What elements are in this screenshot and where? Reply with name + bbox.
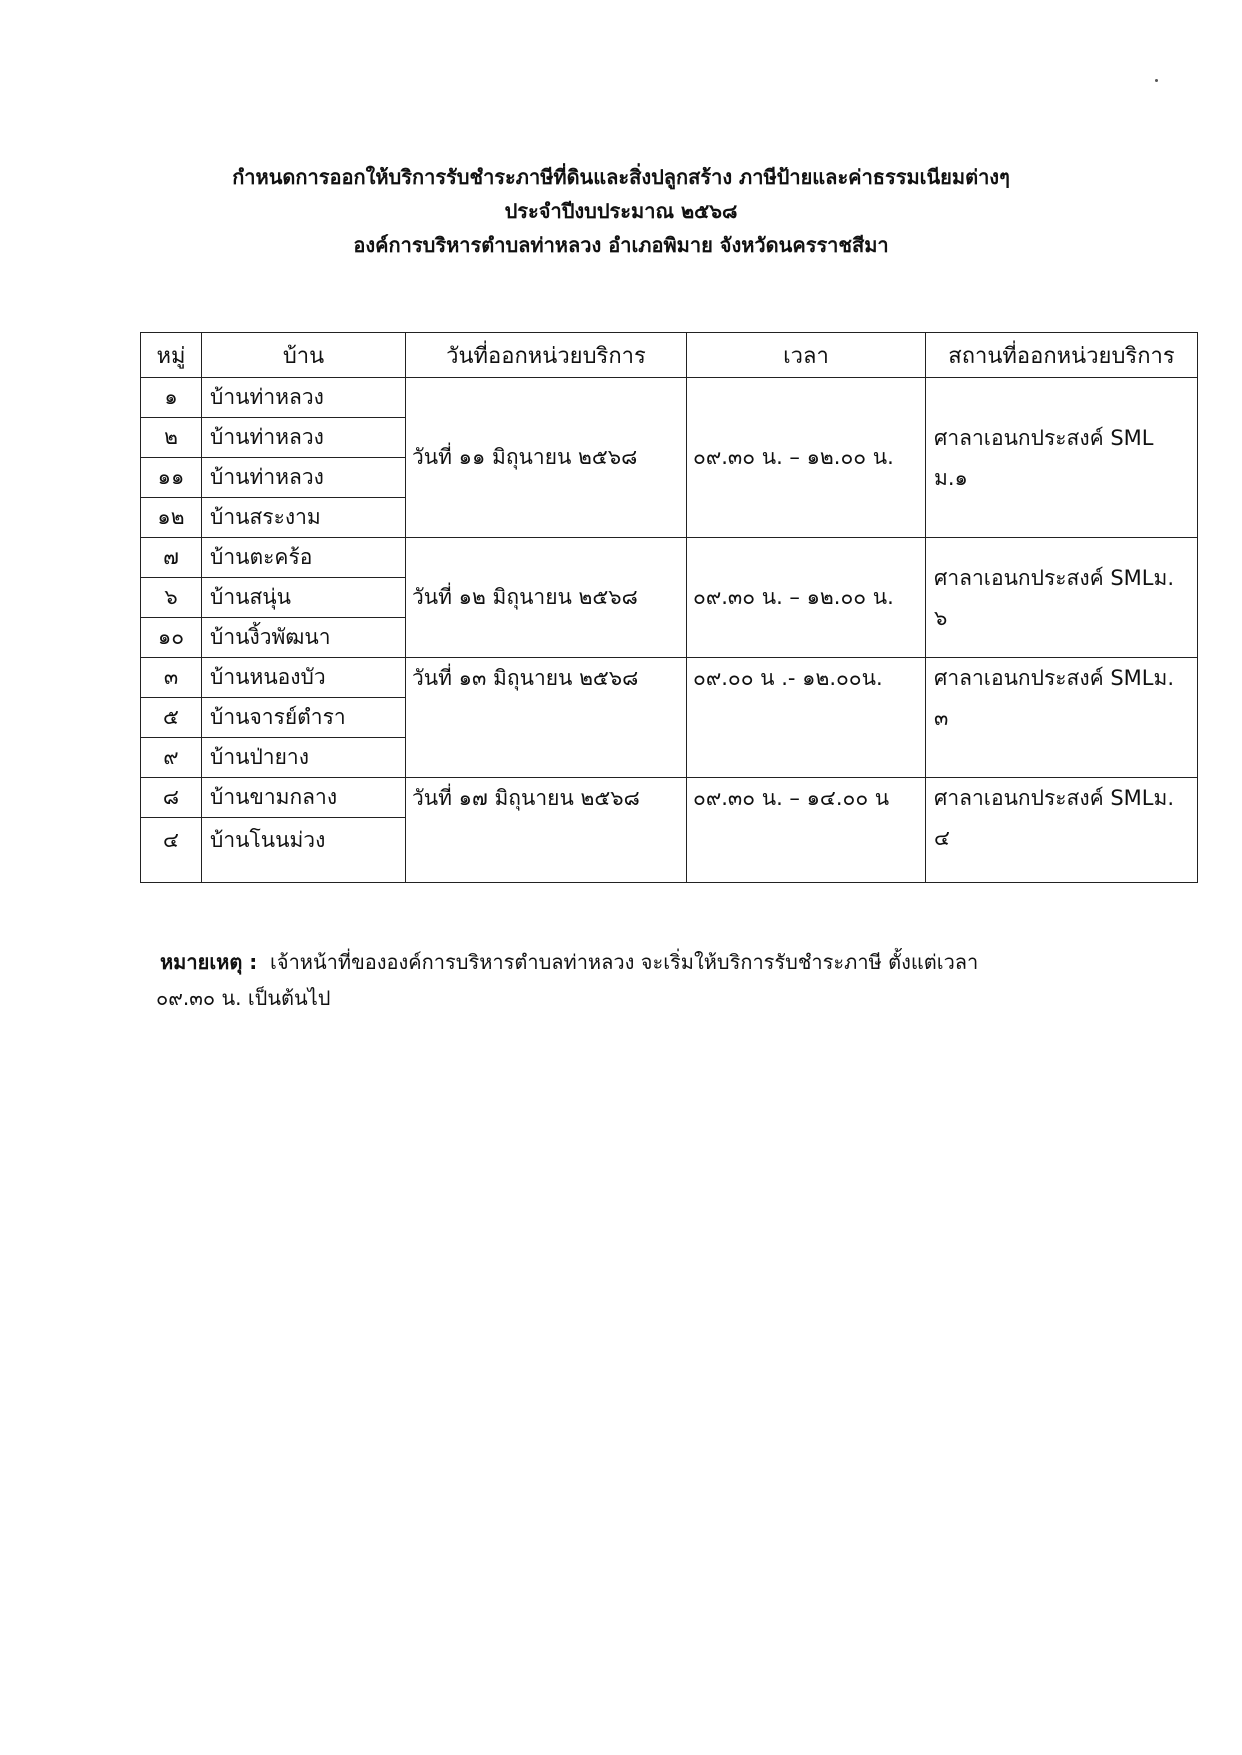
cell-place: ศาลาเอนกประสงค์ SMLม. ๖ [926,538,1198,658]
cell-time: ๐๙.๓๐ น. – ๑๒.๐๐ น. [687,378,926,538]
table-row [141,538,1198,578]
cell-moo: ๘ [141,778,202,818]
remark-text: เจ้าหน้าที่ขององค์การบริหารตำบลท่าหลวง จะเริ่มให้บริการรับชำระภาษี ตั้งแต่เวลา [270,950,979,974]
cell-moo: ๓ [141,658,202,698]
cell-village: บ้านจารย์ตำรา [202,698,406,738]
cell-moo: ๕ [141,698,202,738]
remark-line-1 [160,944,1160,980]
cell-village: บ้านหนองบัว [202,658,406,698]
cell-time: ๐๙.๓๐ น. – ๑๒.๐๐ น. [687,538,926,658]
cell-moo: ๑ [141,378,202,418]
cell-village: บ้านสระงาม [202,498,406,538]
cell-moo: ๙ [141,738,202,778]
cell-village: บ้านท่าหลวง [202,418,406,458]
service-schedule-table [140,332,1198,883]
cell-village: บ้านท่าหลวง [202,458,406,498]
cell-village: บ้านป่ายาง [202,738,406,778]
cell-moo: ๗ [141,538,202,578]
cell-village: บ้านสนุ่น [202,578,406,618]
document-header [0,160,1242,262]
cell-village: บ้านงิ้วพัฒนา [202,618,406,658]
table-row [141,658,1198,698]
cell-moo: ๔ [141,818,202,883]
table-row [141,778,1198,818]
remark-label: หมายเหตุ : [160,950,258,974]
remark-note [156,944,1160,1016]
cell-moo: ๑๒ [141,498,202,538]
header-title: กำหนดการออกให้บริการรับชำระภาษีที่ดินและสิ่งปลูกสร้าง ภาษีป้ายและค่าธรรมเนียมต่างๆ [232,165,1010,189]
cell-time: ๐๙.๓๐ น. – ๑๔.๐๐ น [687,778,926,883]
cell-moo: ๑๐ [141,618,202,658]
cell-date: วันที่ ๑๑ มิถุนายน ๒๕๖๘ [406,378,687,538]
cell-place: ศาลาเอนกประสงค์ SML ม.๑ [926,378,1198,538]
table-header-row [141,333,1198,378]
cell-moo: ๖ [141,578,202,618]
cell-moo: ๒ [141,418,202,458]
header-time: เวลา [687,333,926,378]
cell-place: ศาลาเอนกประสงค์ SMLม. ๓ [926,658,1198,778]
cell-village: บ้านขามกลาง [202,778,406,818]
cell-date: วันที่ ๑๗ มิถุนายน ๒๕๖๘ [406,778,687,883]
scan-speck [1155,79,1158,82]
cell-time: ๐๙.๐๐ น .- ๑๒.๐๐น. [687,658,926,778]
header-organization: องค์การบริหารตำบลท่าหลวง อำเภอพิมาย จังหวัดนครราชสีมา [353,233,889,257]
header-date: วันที่ออกหน่วยบริการ [406,333,687,378]
cell-place: ศาลาเอนกประสงค์ SMLม. ๔ [926,778,1198,883]
header-moo: หมู่ [141,333,202,378]
cell-village: บ้านโนนม่วง [202,818,406,883]
header-fiscal-year: ประจำปีงบประมาณ ๒๕๖๘ [504,199,738,223]
table-row [141,378,1198,418]
cell-village: บ้านตะคร้อ [202,538,406,578]
header-village: บ้าน [202,333,406,378]
cell-moo: ๑๑ [141,458,202,498]
cell-village: บ้านท่าหลวง [202,378,406,418]
remark-continuation: ๐๙.๓๐ น. เป็นต้นไป [156,986,331,1010]
cell-date: วันที่ ๑๒ มิถุนายน ๒๕๖๘ [406,538,687,658]
cell-date: วันที่ ๑๓ มิถุนายน ๒๕๖๘ [406,658,687,778]
header-place: สถานที่ออกหน่วยบริการ [926,333,1198,378]
